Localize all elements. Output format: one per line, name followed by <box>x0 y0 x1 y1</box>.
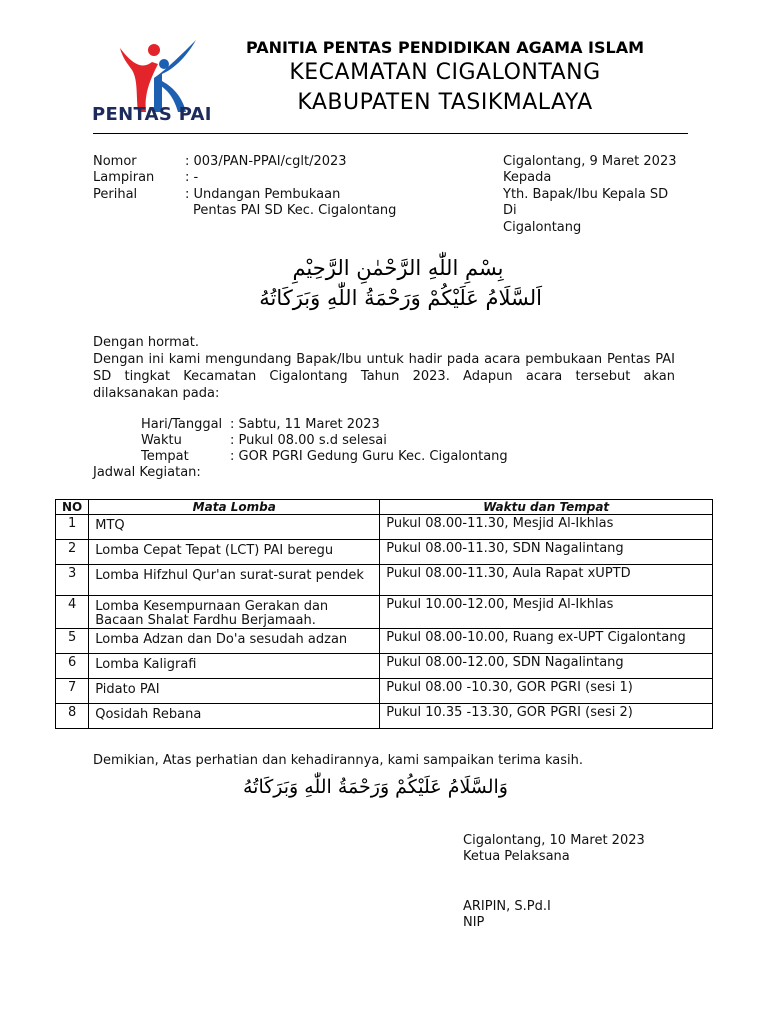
signer-nip: NIP <box>463 915 485 930</box>
row-time-place: Pukul 08.00-11.30, Mesjid Al-Ikhlas <box>380 515 713 540</box>
table-row <box>56 629 713 654</box>
row-no: 2 <box>56 540 89 565</box>
logo-head-red <box>148 44 160 56</box>
perihal-value-1: : Undangan Pembukaan <box>185 187 341 202</box>
logo-figure-red <box>120 48 158 112</box>
hari-value: : Sabtu, 11 Maret 2023 <box>230 417 380 432</box>
tempat-value: : GOR PGRI Gedung Guru Kec. Cigalontang <box>230 449 508 464</box>
table-row <box>56 540 713 565</box>
closing-text: Demikian, Atas perhatian dan kehadirannya, kami sampaikan terima kasih. <box>93 753 583 768</box>
signer-name: ARIPIN, S.Pd.I <box>463 899 551 914</box>
logo-head-blue <box>159 59 169 69</box>
row-event: Lomba Kaligrafi <box>89 654 380 679</box>
row-no: 4 <box>56 596 89 629</box>
table-row <box>56 596 713 629</box>
nomor-label: Nomor <box>93 154 137 169</box>
row-no: 5 <box>56 629 89 654</box>
schedule-table <box>55 499 713 729</box>
row-time-place: Pukul 08.00-11.30, SDN Nagalintang <box>380 540 713 565</box>
row-time-place: Pukul 08.00 -10.30, GOR PGRI (sesi 1) <box>380 679 713 704</box>
table-row <box>56 565 713 596</box>
header-event: Mata Lomba <box>89 500 380 515</box>
lampiran-value: : - <box>185 170 199 185</box>
row-no: 1 <box>56 515 89 540</box>
row-event: Lomba Hifzhul Qur'an surat-surat pendek <box>89 565 380 596</box>
jadwal-label: Jadwal Kegiatan: <box>93 465 201 480</box>
row-event: Lomba Kesempurnaan Gerakan dan Bacaan Shalat Fardhu Berjamaah. <box>89 596 380 629</box>
table-row <box>56 704 713 729</box>
table-row <box>56 679 713 704</box>
recipient-place: Cigalontang <box>503 220 582 235</box>
header-divider <box>93 133 688 134</box>
row-no: 7 <box>56 679 89 704</box>
row-time-place: Pukul 08.00-11.30, Aula Rapat xUPTD <box>380 565 713 596</box>
sign-place-date: Cigalontang, 10 Maret 2023 <box>463 833 645 848</box>
header-committee: PANITIA PENTAS PENDIDIKAN AGAMA ISLAM <box>245 38 644 57</box>
row-no: 3 <box>56 565 89 596</box>
waktu-label: Waktu <box>141 433 182 448</box>
greeting: Dengan hormat. <box>93 335 200 350</box>
logo-text: PENTAS PAI <box>92 104 212 125</box>
lampiran-label: Lampiran <box>93 170 155 185</box>
header-time-place: Waktu dan Tempat <box>380 500 713 515</box>
intro-paragraph: Dengan ini kami mengundang Bapak/Ibu untuk hadir pada acara pembukaan Pentas PAI SD tingkat Kecamatan Cigalontang Tahun 2023. Adapun acara tersebut akan dilaksanakan pada: <box>93 352 675 401</box>
waktu-value: : Pukul 08.00 s.d selesai <box>230 433 387 448</box>
header-no: NO <box>56 500 89 515</box>
row-time-place: Pukul 10.00-12.00, Mesjid Al-Ikhlas <box>380 596 713 629</box>
header-regency: KABUPATEN TASIKMALAYA <box>297 90 593 115</box>
row-time-place: Pukul 08.00-12.00, SDN Nagalintang <box>380 654 713 679</box>
row-time-place: Pukul 08.00-10.00, Ruang ex-UPT Cigalontang <box>380 629 713 654</box>
recipient-name: Yth. Bapak/Ibu Kepala SD <box>503 187 669 202</box>
row-no: 8 <box>56 704 89 729</box>
row-time-place: Pukul 10.35 -13.30, GOR PGRI (sesi 2) <box>380 704 713 729</box>
sign-role: Ketua Pelaksana <box>463 849 570 864</box>
recipient-kepada: Kepada <box>503 170 552 185</box>
hari-label: Hari/Tanggal <box>141 417 223 432</box>
row-event: MTQ <box>89 515 380 540</box>
perihal-label: Perihal <box>93 187 138 202</box>
salam-closing: وَالسَّلَامُ عَلَيْكُمْ وَرَحْمَةُ اللّٰهِ وَبَرَكَاتُهُ <box>242 776 508 798</box>
table-row <box>56 654 713 679</box>
recipient-di: Di <box>503 203 517 218</box>
row-event: Lomba Cepat Tepat (LCT) PAI beregu <box>89 540 380 565</box>
table-header-row <box>56 500 713 515</box>
row-event: Qosidah Rebana <box>89 704 380 729</box>
letter-place-date: Cigalontang, 9 Maret 2023 <box>503 154 677 169</box>
salam-opening: اَلسَّلَامُ عَلَيْكُمْ وَرَحْمَةُ اللّٰهِ وَبَرَكَاتُهُ <box>259 286 542 310</box>
tempat-label: Tempat <box>141 449 189 464</box>
row-no: 6 <box>56 654 89 679</box>
basmalah: بِسْمِ اللّٰهِ الرَّحْمٰنِ الرَّحِيْمِ <box>292 256 504 280</box>
perihal-value-2: Pentas PAI SD Kec. Cigalontang <box>193 203 397 218</box>
row-event: Lomba Adzan dan Do'a sesudah adzan <box>89 629 380 654</box>
row-event: Pidato PAI <box>89 679 380 704</box>
header-district: KECAMATAN CIGALONTANG <box>289 60 601 85</box>
table-row <box>56 515 713 540</box>
nomor-value: : 003/PAN-PPAI/cglt/2023 <box>185 154 347 169</box>
